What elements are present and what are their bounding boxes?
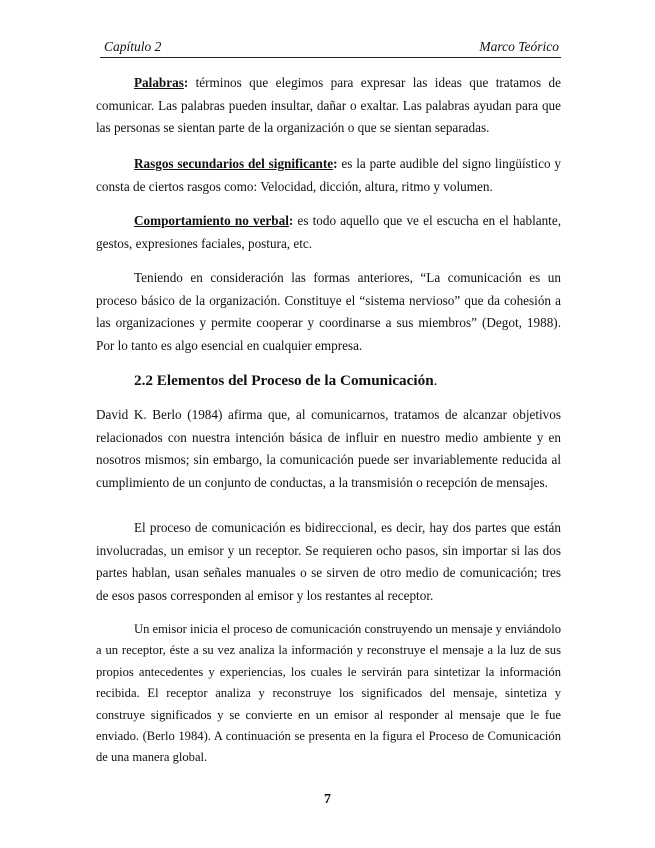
running-header (100, 39, 561, 58)
definition-term: Rasgos secundarios del significante (134, 156, 334, 171)
paragraph-emitter: Un emisor inicia el proceso de comunicación construyendo un mensaje y enviándolo a un receptor, éste a su vez analiza la información y reconstruye el mensaje a la luz de sus propios antecedentes y experiencias, los cuales le servirán para sintetizar la información recibida. El receptor analiza y reconstruye los significados del mensaje, sintetiza y construye significados y se convierte en un emisor al responder al mensaje que le fue enviado. (Berlo 1984). A continuación se presenta en la figura el Proceso de Comunicación de una manera global. (96, 622, 562, 765)
paragraph-berlo: David K. Berlo (1984) afirma que, al comunicarnos, tratamos de alcanzar objetivos relacionados con nuestra intención básica de influir en nuestro medio ambiente y en nosotros mismos; sin embargo, la comunicación puede ser invariablemente reducida al cumplimiento de un conjunto de conductas, a la transmisión o recepción de mensajes. (96, 407, 561, 490)
definition-text: términos que elegimos para expresar las ideas que tratamos de comunicar. Las palabras pueden insultar, dañar o exaltar. Las palabras ayudan para que las personas se sientan parte de la organización o que se sientan separadas. (96, 75, 561, 135)
paragraph-summary: Teniendo en consideración las formas anteriores, “La comunicación es un proceso básico de la organización. Constituye el “sistema nervioso” que da cohesión a las organizaciones y permite cooperar y coordinarse a sus miembros” (Degot, 1988). Por lo tanto es algo esencial en cualquier empresa. (96, 270, 561, 353)
section-label: Marco Teórico (479, 39, 559, 54)
definition-comportamiento: Comportamiento no verbal: es todo aquello que ve el escucha en el hablante, gestos, expresiones faciales, postura, etc. (96, 213, 561, 251)
section-heading: 2.2 Elementos del Proceso de la Comunicación. (134, 372, 438, 389)
definition-text: es todo aquello que ve el escucha en el hablante, gestos, expresiones faciales, postura, etc. (96, 213, 561, 251)
definition-term: Palabras (134, 75, 184, 90)
page-number: 7 (324, 792, 331, 807)
chapter-label: Capítulo 2 (104, 39, 162, 54)
paragraph-process: El proceso de comunicación es bidireccional, es decir, hay dos partes que están involucradas, un emisor y un receptor. Se requieren ocho pasos, sin importar si las dos partes hablan, usan señales manuales o se sirven de otro medio de comunicación; tres de esos pasos corresponden al emisor y los restantes al receptor. (96, 520, 561, 603)
definition-term: Comportamiento no verbal (134, 213, 289, 228)
definition-rasgos: Rasgos secundarios del significante: es la parte audible del signo lingüístico y consta de ciertos rasgos como: Velocidad, dicción, altura, ritmo y volumen. (96, 156, 561, 194)
definition-text: es la parte audible del signo lingüístico y consta de ciertos rasgos como: Velocidad, dicción, altura, ritmo y volumen. (96, 156, 561, 194)
definition-palabras: Palabras: términos que elegimos para expresar las ideas que tratamos de comunicar. Las palabras pueden insultar, dañar o exaltar. Las palabras ayudan para que las personas se sientan parte de la organización o que se sientan separadas. (96, 75, 561, 135)
